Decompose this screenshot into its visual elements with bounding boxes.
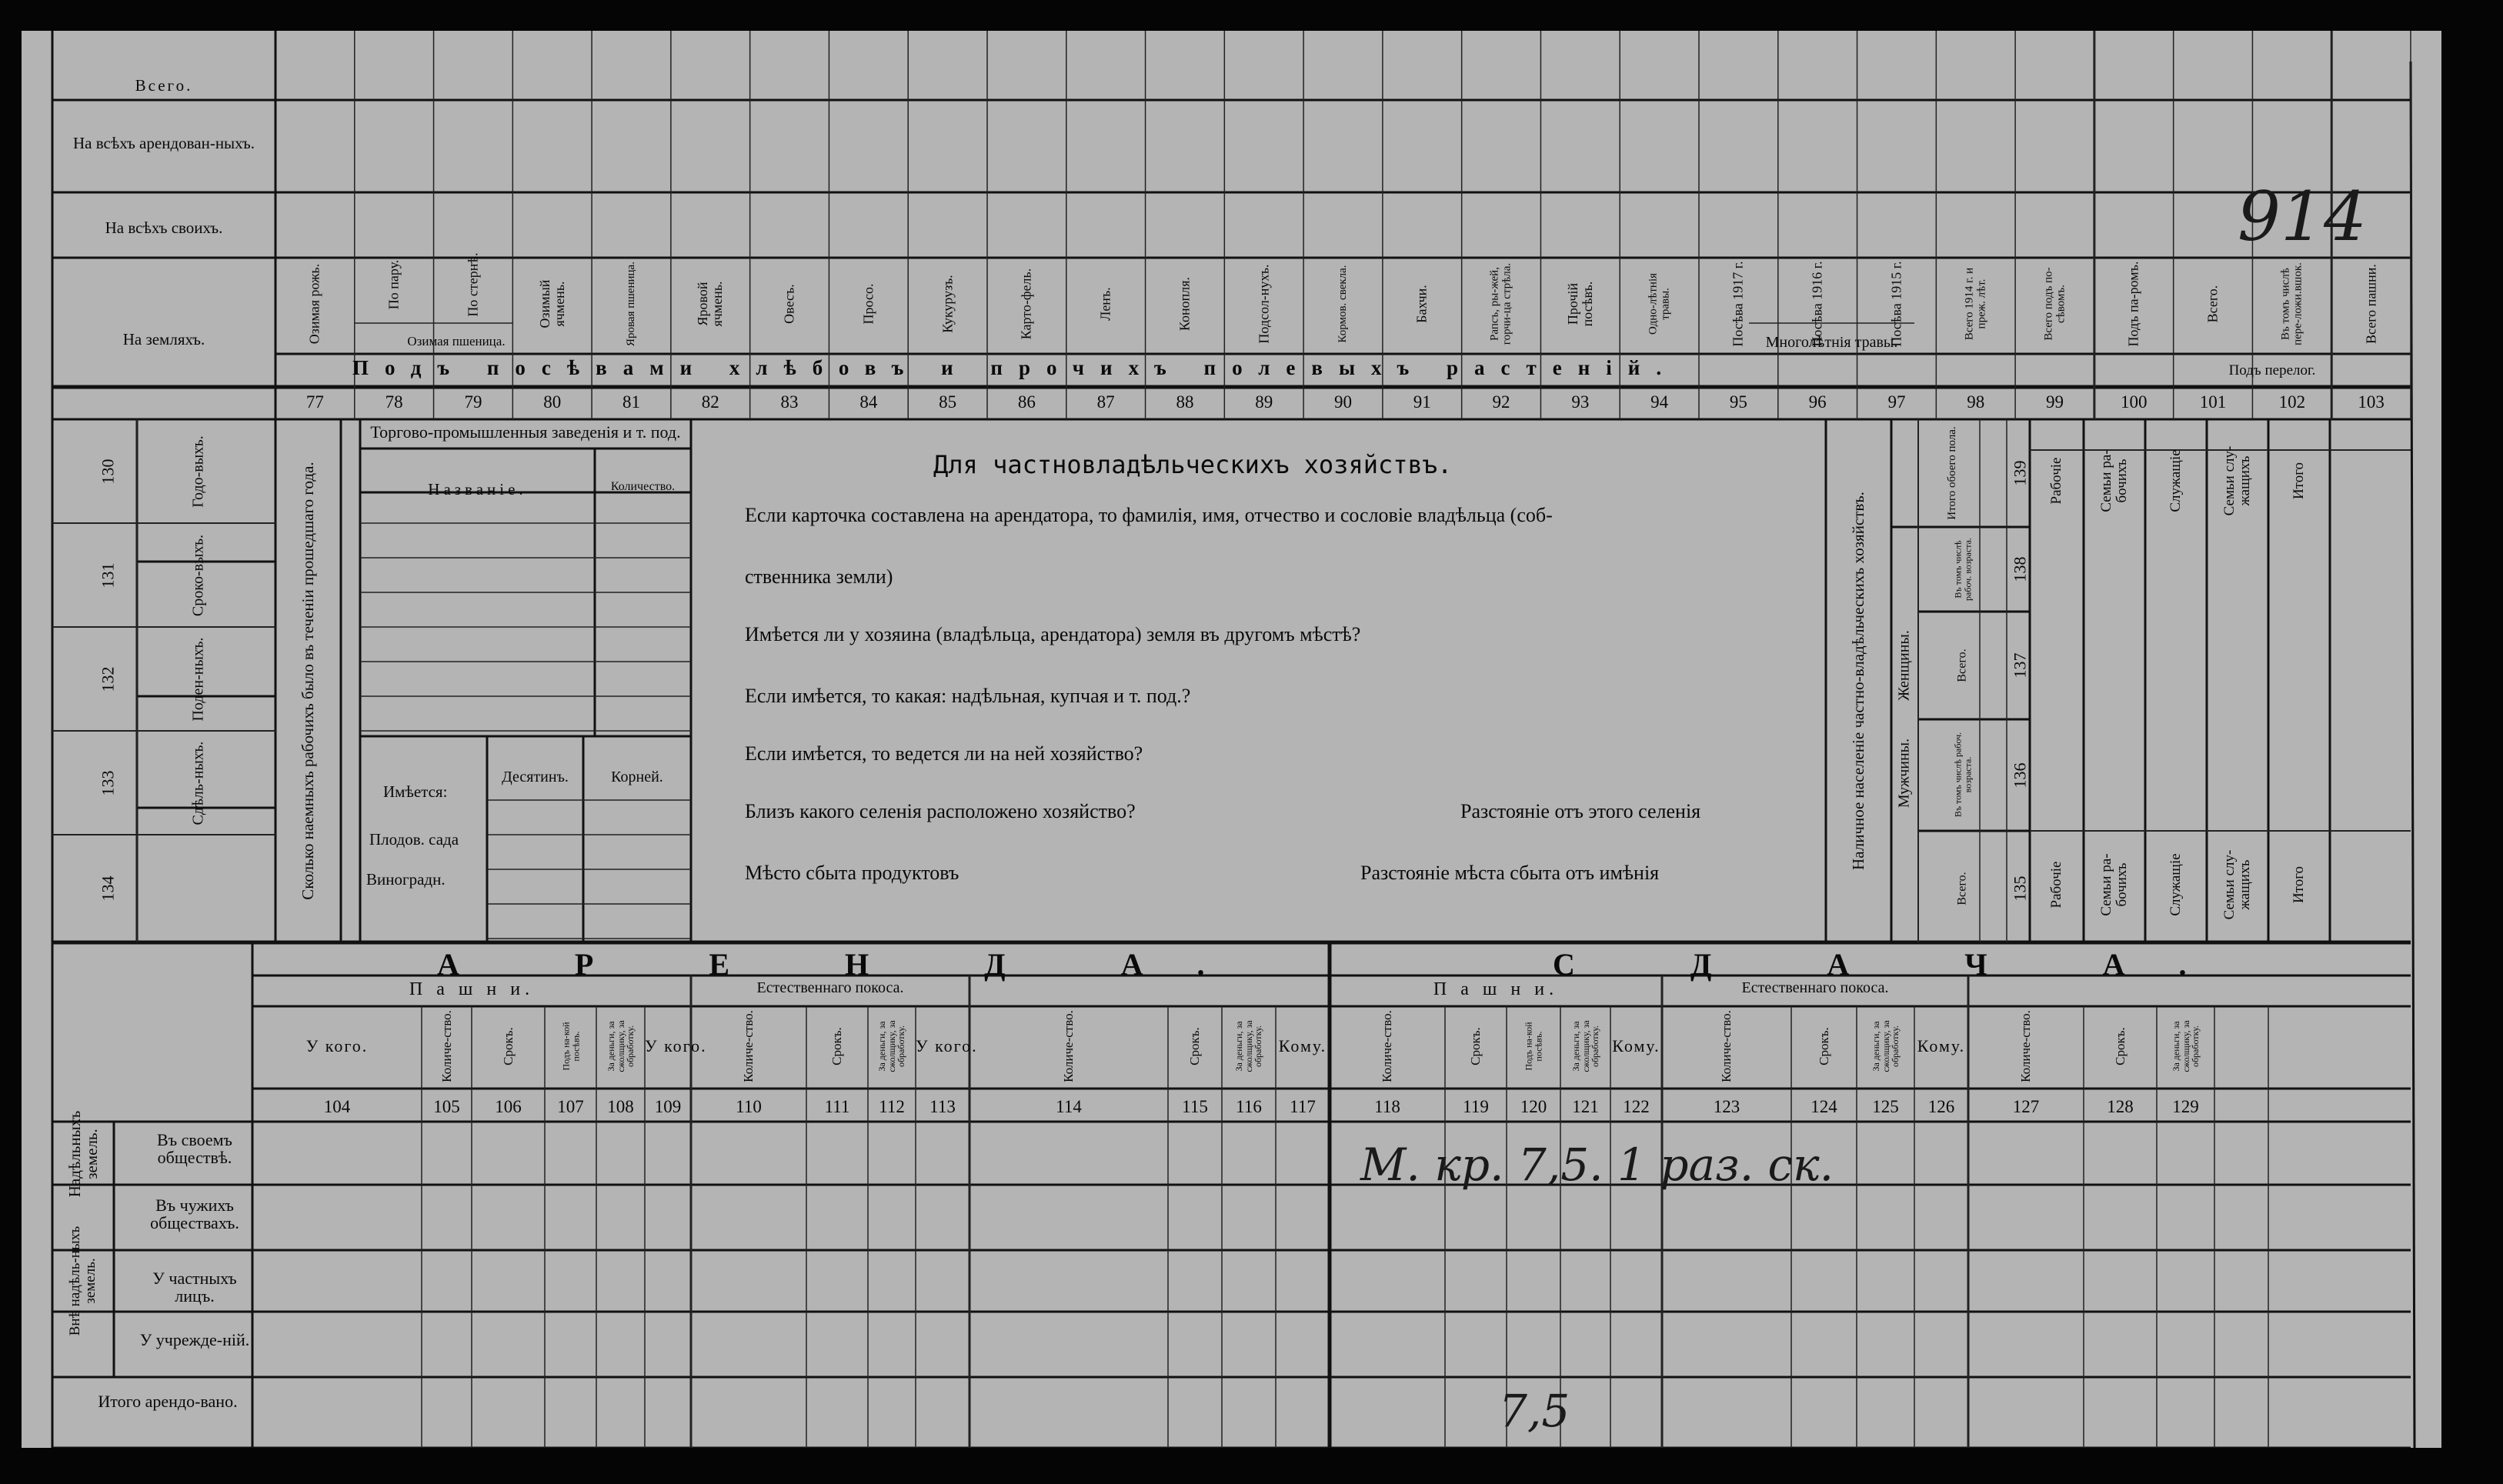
lease-col-number-2: 105 <box>433 1097 460 1116</box>
crop-label-24: Подъ па-ромъ. <box>2125 261 2141 347</box>
lease-header-6: У кого. <box>645 1036 707 1055</box>
lease-header-15: Количе-ство. <box>1380 1010 1395 1082</box>
row-institutions: У учрежде-нiй. <box>139 1330 250 1349</box>
worker-number-5: 134 <box>98 875 118 902</box>
lease-col-number-6: 109 <box>654 1097 682 1116</box>
lease-col-number-21: 124 <box>1811 1097 1837 1116</box>
worker-number-2: 131 <box>98 562 118 588</box>
q1a: Если карточка составлена на арендатора, то фамилiя, имя, отчество и сословiе владѣльца (соб- <box>745 504 1553 526</box>
population-col-top-2: Семьи ра-бочихъ <box>2098 449 2130 512</box>
lease-header-4: Подъ на-кой посѣвъ. <box>559 1022 581 1071</box>
lease-header-17: Подъ на-кой посѣвъ. <box>1523 1022 1544 1071</box>
crop-number-11: 87 <box>1096 392 1115 412</box>
crop-label-9: Кукурузъ. <box>939 275 956 333</box>
lease-header-10: У кого. <box>916 1036 978 1055</box>
lease-col-number-23: 126 <box>1927 1097 1955 1116</box>
crop-label-22: Всего 1914 г. и преж. лѣт. <box>1962 267 1987 341</box>
lease-header-23: Кому. <box>1917 1036 1966 1055</box>
population-number-5: 139 <box>2010 460 2030 486</box>
lease-col-number-1: 104 <box>323 1097 351 1116</box>
crop-number-14: 90 <box>1334 392 1352 412</box>
lease-header-8: Срокъ. <box>829 1027 845 1065</box>
crop-label-13: Подсол-нухъ. <box>1256 264 1272 344</box>
arenda-pashni: П а ш н и. <box>409 979 535 999</box>
crop-number-26: 102 <box>2278 392 2306 412</box>
crop-number-24: 100 <box>2121 392 2148 412</box>
population-number-4: 138 <box>2010 556 2030 582</box>
lease-col-number-14: 117 <box>1290 1097 1316 1116</box>
lease-col-number-4: 107 <box>557 1097 584 1116</box>
crop-number-13: 89 <box>1255 392 1273 412</box>
gardens-desyat: Десятинъ. <box>502 769 569 785</box>
trade-qty-header: Количество. <box>610 480 676 493</box>
q4: Если имѣется, то ведется ли на ней хозяйство? <box>745 742 1143 765</box>
population-col-top-3: Служащiе <box>2168 449 2184 512</box>
lease-col-number-19: 122 <box>1623 1097 1650 1116</box>
population-col-bottom-4: Семьи слу-жащихъ <box>2221 849 2253 920</box>
crop-label-11: Ленъ. <box>1097 287 1113 321</box>
worker-number-1: 130 <box>98 459 118 484</box>
lease-header-5: За деньги, за сжолщику, за обработку. <box>605 1020 636 1072</box>
crop-label-27: Всего пашни. <box>2363 264 2379 344</box>
lease-col-number-24: 127 <box>2012 1097 2040 1116</box>
lease-col-number-5: 108 <box>607 1097 634 1116</box>
crop-label-14: Кормов. свекла. <box>1336 265 1349 343</box>
both-sexes-label: Итого обоего пола. <box>1946 426 1959 520</box>
lease-col-number-10: 113 <box>929 1097 956 1116</box>
lease-col-number-22: 125 <box>1872 1097 1899 1116</box>
lease-header-7: Количе-ство. <box>741 1010 756 1082</box>
worker-label-3: Поден-ныхъ. <box>189 637 207 722</box>
lease-header-25: Срокъ. <box>2112 1027 2128 1065</box>
lease-header-9: За деньги, за сжолщику, за обработку. <box>876 1020 907 1072</box>
crop-label-7: Овесъ. <box>781 284 797 324</box>
q1b: ственника земли) <box>745 565 893 588</box>
crop-label-10: Карто-фель. <box>1018 268 1034 340</box>
handwritten-entry: М. кр. 7,5. 1 раз. ск. <box>1360 1139 1834 1191</box>
lease-header-11: Количе-ство. <box>1061 1010 1076 1082</box>
crop-number-10: 86 <box>1017 392 1036 412</box>
crop-number-18: 94 <box>1650 392 1669 412</box>
population-number-1: 135 <box>2010 875 2030 902</box>
crop-number-22: 98 <box>1967 392 1985 412</box>
row-label-own: На всѣхъ своихъ. <box>105 218 223 237</box>
worker-label-4: Сдѣль-ныхъ. <box>189 741 207 825</box>
lease-header-3: Срокъ. <box>500 1027 516 1065</box>
women-incl-label: Въ томъ числѣ рабоч. возраста. <box>1952 538 1973 601</box>
lease-header-24: Количе-ство. <box>2018 1010 2034 1082</box>
lease-col-number-9: 112 <box>879 1097 905 1116</box>
crop-label-5: Яровая пшеница. <box>624 262 637 346</box>
row-total-rented: Итого арендо-вано. <box>98 1392 238 1411</box>
lease-header-20: Количе-ство. <box>1719 1010 1734 1082</box>
crop-number-6: 82 <box>701 392 719 412</box>
gardens-has: Имѣется: <box>383 782 448 801</box>
lease-header-19: Кому. <box>1612 1036 1660 1055</box>
census-card <box>22 31 2441 1448</box>
crop-number-17: 93 <box>1571 392 1590 412</box>
men-label: Мужчины. <box>1895 738 1913 809</box>
crop-label-20: Посѣва 1916 г. <box>1809 261 1825 347</box>
trade-name-header: Названiе. <box>428 480 527 499</box>
crop-label-2: По пару. <box>385 259 402 310</box>
fallow-label: Подъ перелог. <box>2228 362 2316 379</box>
lease-col-number-16: 119 <box>1463 1097 1489 1116</box>
private-title: Для частновладѣльческихъ хозяйствъ. <box>933 450 1453 479</box>
lease-col-number-3: 106 <box>495 1097 522 1116</box>
page-number: 914 <box>2238 177 2367 256</box>
crop-number-8: 84 <box>859 392 878 412</box>
sdacha-pashni: П а ш н и. <box>1433 979 1559 999</box>
q2: Имѣется ли у хозяина (владѣльца, арендатора) земля въ другомъ мѣстѣ? <box>745 623 1361 645</box>
population-col-top-5: Итого <box>2291 462 2308 500</box>
lease-header-21: Срокъ. <box>1816 1027 1831 1065</box>
perennial-grasses-label: Многолѣтнiя травы. <box>1765 334 1898 351</box>
crop-label-17: Прочiй посѣвъ. <box>1564 281 1595 327</box>
gardens-fruit: Плодов. сада <box>369 830 459 849</box>
lease-col-number-13: 116 <box>1236 1097 1262 1116</box>
lease-col-number-18: 121 <box>1572 1097 1599 1116</box>
row-label-rented: На всѣхъ арендован-ныхъ. <box>73 134 255 152</box>
row-group-vne: Внѣ надѣль-ныхъ земель. <box>67 1226 98 1336</box>
crop-number-4: 80 <box>543 392 562 412</box>
crop-label-1: Озимая рожь. <box>306 263 322 345</box>
crop-number-9: 85 <box>939 392 957 412</box>
crop-label-23: Всего подъ по-сѣвомъ. <box>2041 267 2067 341</box>
crop-number-20: 96 <box>1808 392 1827 412</box>
lease-header-14: Кому. <box>1278 1036 1327 1055</box>
q3: Если имѣется, то какая: надѣльная, купчая и т. под.? <box>745 685 1191 707</box>
arenda-title: А Р Е Н Д А. <box>437 947 1259 982</box>
crop-label-12: Конопля. <box>1176 276 1193 332</box>
population-col-top-4: Семьи слу-жащихъ <box>2221 445 2253 516</box>
worker-number-4: 133 <box>98 770 118 795</box>
lease-header-13: За деньги, за сжолщику, за обработку. <box>1233 1020 1264 1072</box>
trade-title: Торгово-промышленныя заведенiя и т. под. <box>370 422 681 442</box>
lease-header-2: Количе-ство. <box>439 1010 454 1082</box>
women-total-label: Всего. <box>1955 649 1969 682</box>
q6b: Разстоянiе мѣста сбыта отъ имѣнiя <box>1360 862 1660 884</box>
population-col-bottom-2: Семьи ра-бочихъ <box>2098 853 2130 916</box>
lease-col-number-20: 123 <box>1713 1097 1740 1116</box>
crop-label-21: Посѣва 1915 г. <box>1888 261 1904 347</box>
population-number-3: 137 <box>2010 652 2030 679</box>
workers-caption: Сколько наемныхъ рабочихъ было въ теченiи прошедшаго года. <box>298 462 317 900</box>
lease-header-12: Срокъ. <box>1187 1027 1203 1065</box>
men-total-label: Всего. <box>1955 872 1969 905</box>
lease-col-number-17: 120 <box>1520 1097 1547 1116</box>
lease-col-number-8: 111 <box>824 1097 850 1116</box>
row-group-nadel: Надѣльныхъ земель. <box>65 1110 101 1198</box>
gardens-vine: Виноградн. <box>366 870 446 889</box>
population-col-top-1: Рабочiе <box>2048 457 2065 505</box>
lease-col-number-11: 114 <box>1056 1097 1082 1116</box>
row-own-society: Въ своемъ обществѣ. <box>157 1130 232 1168</box>
row-other-society: Въ чужихъ обществахъ. <box>150 1196 239 1233</box>
lease-header-1: У кого. <box>305 1036 369 1055</box>
crop-number-7: 83 <box>780 392 799 412</box>
worker-number-3: 132 <box>98 666 118 692</box>
table-grid <box>22 31 2441 1448</box>
handwritten-total: 7,5 <box>1499 1385 1570 1437</box>
q5b: Разстоянiе отъ этого селенiя <box>1460 800 1701 822</box>
row-label-lands: На земляхъ. <box>122 330 205 348</box>
gardens-roots: Корней. <box>611 769 663 785</box>
lease-header-18: За деньги, за сжолщику, за обработку. <box>1570 1020 1600 1072</box>
crop-number-27: 103 <box>2358 392 2385 412</box>
crop-label-16: Рапсъ, ры-жей, горчи-ца стрѣла. <box>1488 262 1513 345</box>
worker-label-1: Годо-выхъ. <box>189 435 207 508</box>
winter-wheat-label: Озимая пшеница. <box>407 334 506 348</box>
posev-header: Подъ посѣвами хлѣбовъ и прочихъ полевыхъ растенiй. <box>352 356 1678 379</box>
q6: Мѣсто сбыта продуктовъ <box>745 862 959 884</box>
crop-label-15: Бахчи. <box>1413 285 1430 323</box>
lease-header-16: Срокъ. <box>1468 1027 1483 1065</box>
crop-label-4: Озимый ячмень. <box>536 279 567 328</box>
lease-col-number-25: 128 <box>2107 1097 2134 1116</box>
row-label-total: Всего. <box>135 76 193 95</box>
population-number-2: 136 <box>2010 762 2030 788</box>
sdacha-title: С Д А Ч А. <box>1553 947 2241 982</box>
population-caption: Наличное населенiе частно-владѣльческихъ хозяйствъ. <box>1848 492 1867 870</box>
population-col-bottom-3: Служащiе <box>2168 853 2184 916</box>
crop-number-21: 97 <box>1887 392 1906 412</box>
lease-header-26: За деньги, за сжолщику, за обработку. <box>2170 1020 2201 1072</box>
crop-label-25: Всего. <box>2204 285 2221 323</box>
crop-label-8: Просо. <box>860 283 876 325</box>
crop-label-19: Посѣва 1917 г. <box>1730 261 1746 347</box>
crop-number-12: 88 <box>1176 392 1194 412</box>
crop-label-6: Яровой ячмень. <box>695 281 726 327</box>
crop-label-26: Въ томъ числѣ пере-ложи.вшок. <box>2279 262 2304 345</box>
lease-col-number-15: 118 <box>1374 1097 1400 1116</box>
lease-col-number-26: 129 <box>2172 1097 2199 1116</box>
lease-col-number-12: 115 <box>1182 1097 1208 1116</box>
crop-number-19: 95 <box>1729 392 1747 412</box>
worker-label-2: Сроко-выхъ. <box>189 534 207 616</box>
sdacha-pokos: Естественнаго покоса. <box>1741 979 1889 996</box>
crop-number-5: 81 <box>622 392 640 412</box>
crop-number-15: 91 <box>1413 392 1431 412</box>
crop-number-23: 99 <box>2046 392 2064 412</box>
crop-number-1: 77 <box>305 392 324 412</box>
lease-header-22: За деньги, за сжолщику, за обработку. <box>1870 1020 1901 1072</box>
crop-number-2: 78 <box>385 392 403 412</box>
row-private-persons: У частныхъ лицъ. <box>152 1269 237 1306</box>
crop-number-3: 79 <box>464 392 482 412</box>
lease-col-number-7: 110 <box>736 1097 762 1116</box>
q5: Близъ какого селенiя расположено хозяйство? <box>745 800 1136 822</box>
crop-number-25: 101 <box>2199 392 2227 412</box>
crop-number-16: 92 <box>1492 392 1510 412</box>
crop-label-3: По стернѣ. <box>465 252 481 317</box>
men-incl-label: Въ томъ числѣ рабоч. возраста. <box>1952 732 1973 818</box>
population-col-bottom-1: Рабочiе <box>2048 861 2065 909</box>
arenda-pokos: Естественнаго покоса. <box>756 979 904 996</box>
crop-label-18: Одно-лѣтнiя травы. <box>1646 272 1671 335</box>
women-label: Женщины. <box>1895 630 1913 701</box>
population-col-bottom-5: Итого <box>2291 865 2308 904</box>
